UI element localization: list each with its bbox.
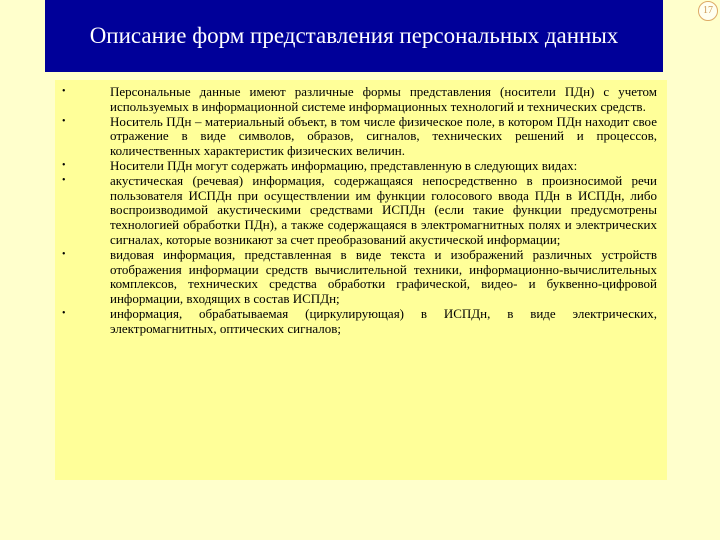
title-band: [45, 0, 663, 72]
bullet-text: Носители ПДн могут содержать информацию, представленную в следующих видах:: [110, 157, 578, 173]
bullet-text: информация, обрабатываемая (циркулирующая) в ИСПДн, в виде электрических, электромагнитных, оптических сигналов;: [110, 305, 657, 336]
bullet-dot-icon: •: [62, 174, 66, 186]
bullet-item: [55, 85, 667, 115]
bullet-dot-icon: •: [62, 115, 66, 127]
bullet-item: [55, 248, 667, 307]
bullet-text: видовая информация, представленная в виде текста и изображений различных устройств отображения информации средств вычислительной техники, информационно-вычислительных комплексов, технических средства обработки графической, видео- и буквенно-цифровой информации, входящих в состав ИСПДн;: [110, 246, 657, 307]
bullet-dot-icon: •: [62, 159, 66, 171]
bullet-item: [55, 159, 667, 174]
bullet-item: [55, 115, 667, 159]
bullet-text: Носитель ПДн – материальный объект, в том числе физическое поле, в котором ПДн находит свое отражение в виде символов, образов, сигналов, технических решений и процессов, количественных характеристик физических величин.: [110, 113, 657, 159]
bullet-dot-icon: •: [62, 307, 66, 319]
bullet-item: [55, 307, 667, 337]
bullet-item: [55, 174, 667, 248]
content-box: [55, 80, 667, 480]
bullet-dot-icon: •: [62, 86, 66, 97]
bullet-text: Персональные данные имеют различные формы представления (носители ПДн) с учетом используемых в информационной системе информационных технологий и технических средств.: [110, 84, 657, 114]
bullet-dot-icon: •: [62, 248, 66, 260]
slide-number-badge: 17: [698, 1, 718, 21]
bullet-list: [55, 85, 667, 337]
bullet-text: акустическая (речевая) информация, содержащаяся непосредственно в произносимой речи пользователя ИСПДн при осуществлении им функции голосового ввода ПДн в ИСПДн, либо воспроизводимой акустическими средствами ИСПДн (если такие функции предусмотрены технологией обработки ПДн), а также содержащаяся в электромагнитных полях и электрических сигналах, которые возникают за счет преобразований акустической информации;: [110, 172, 657, 247]
slide-title: Описание форм представления персональных данных: [89, 23, 619, 48]
